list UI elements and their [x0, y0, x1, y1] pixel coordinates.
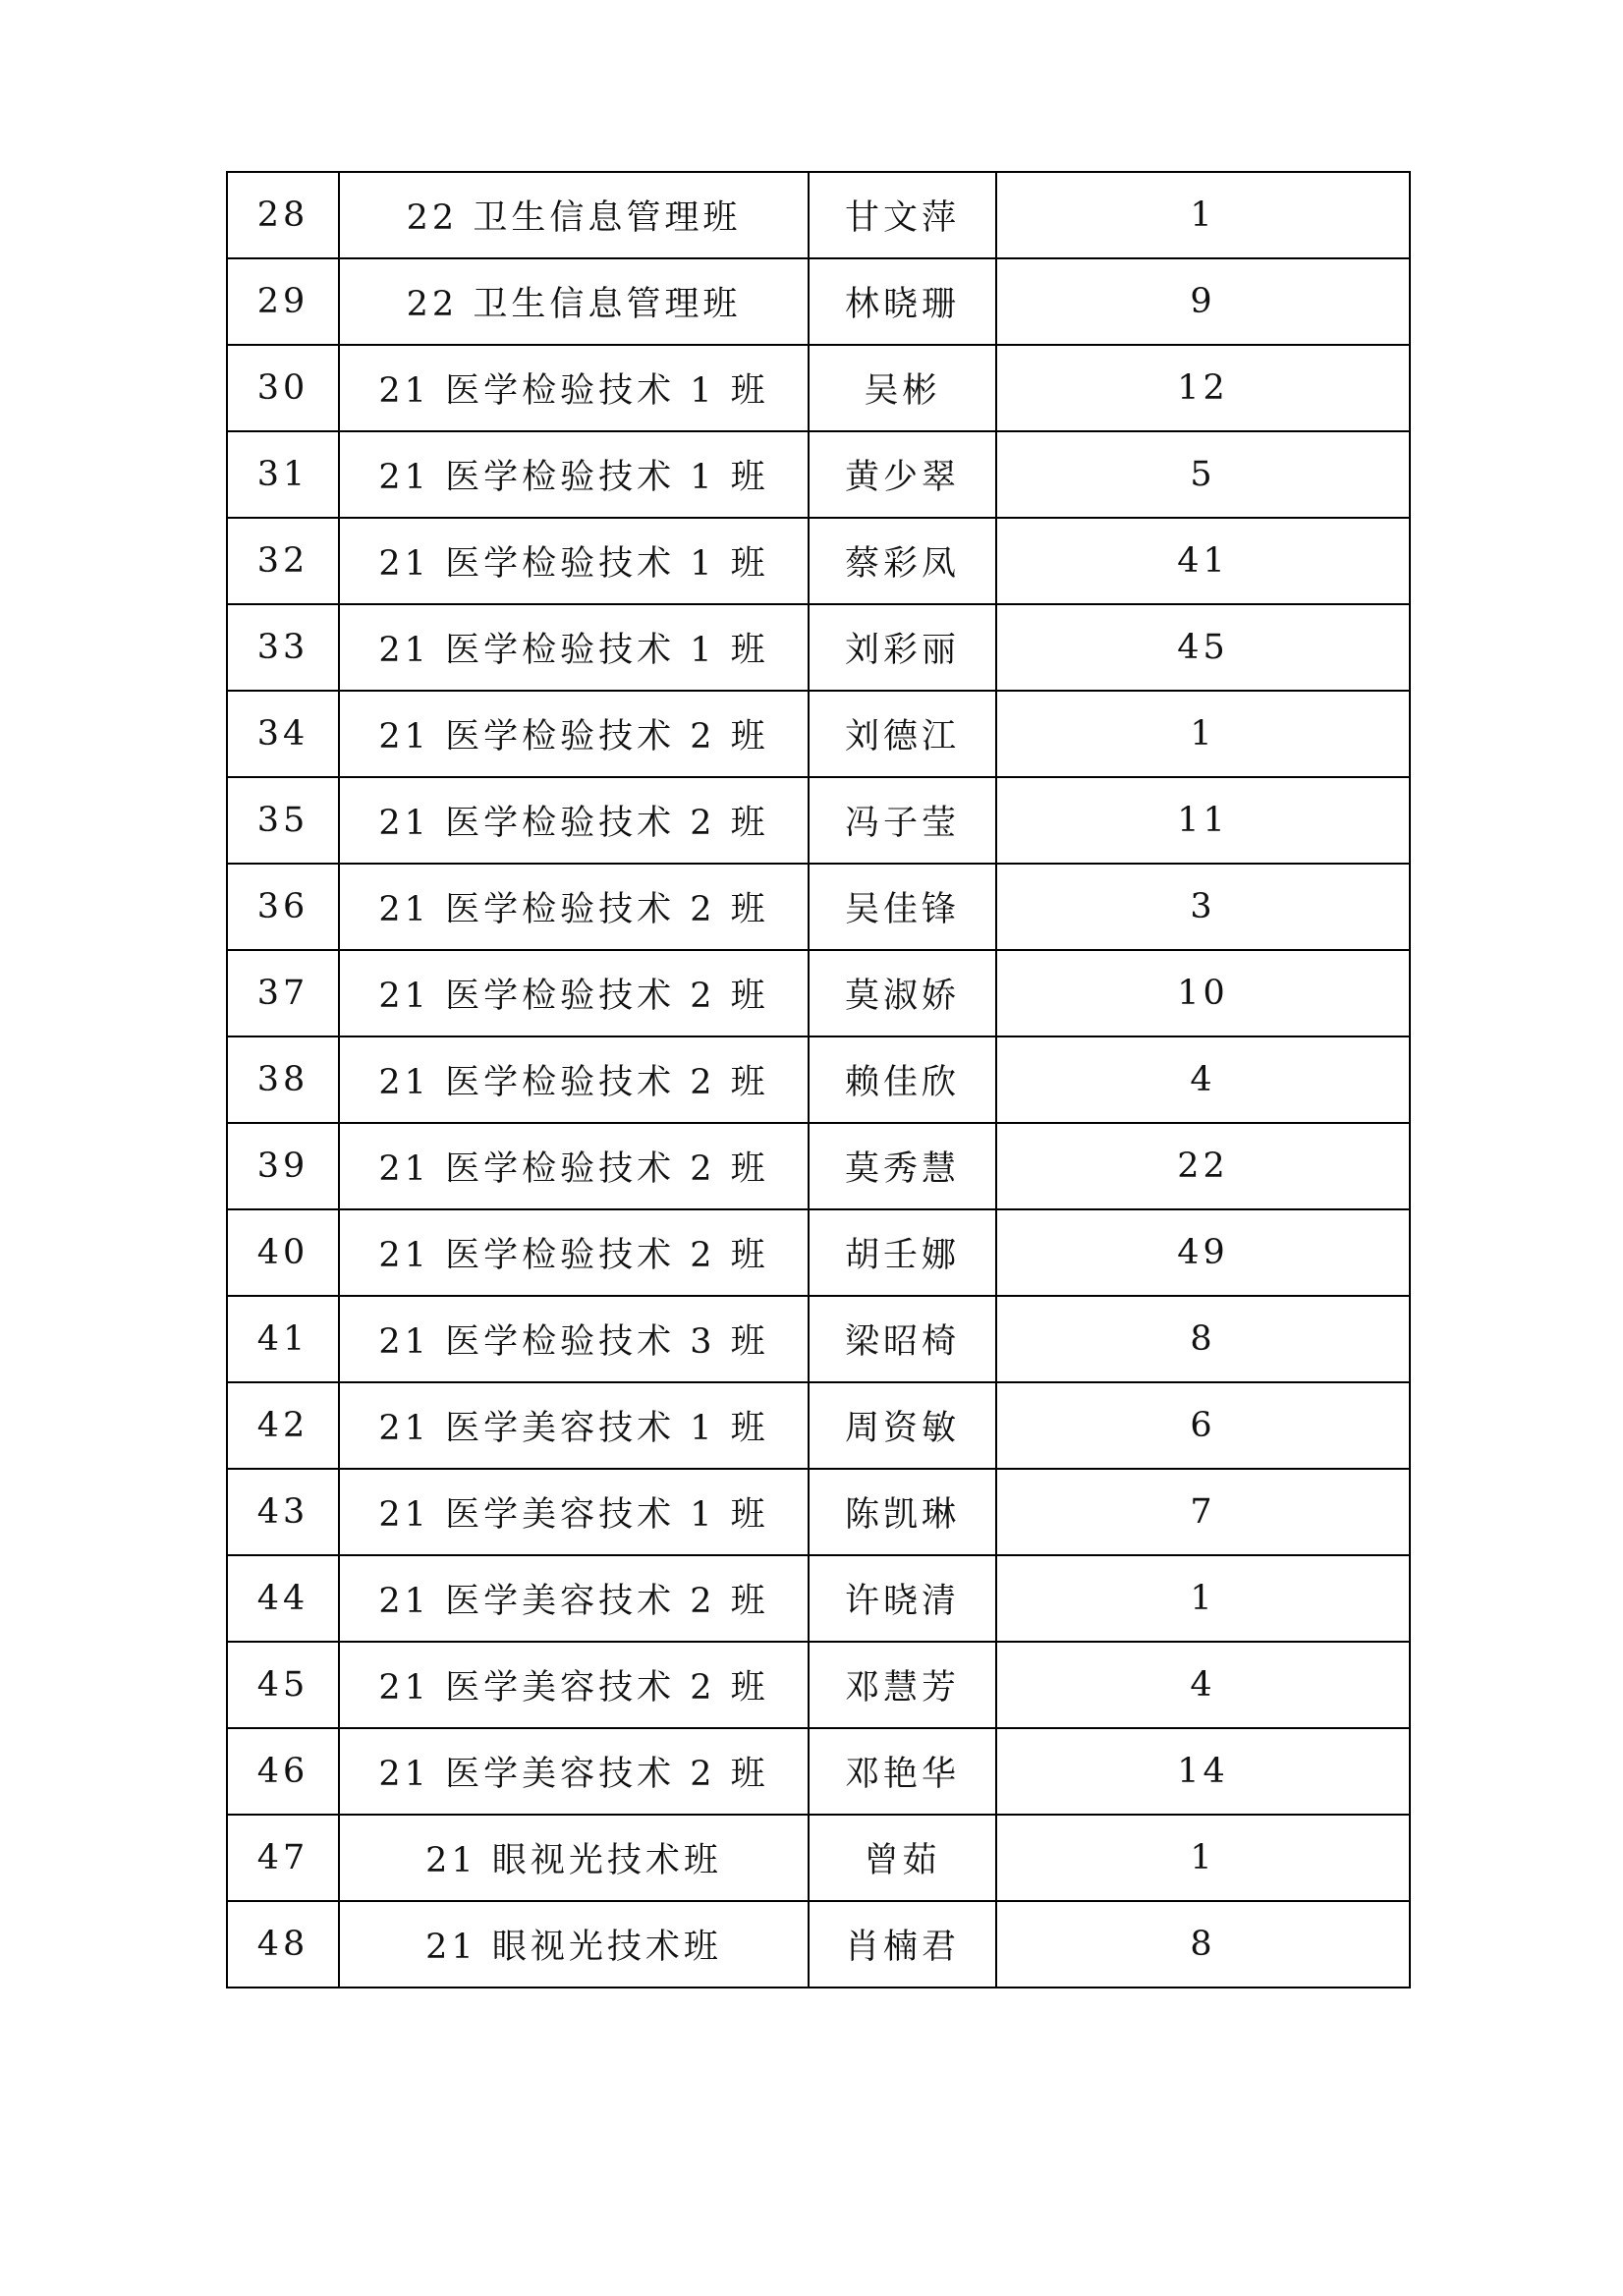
class-name: 21 医学检验技术 2 班	[339, 1036, 809, 1123]
class-name: 21 医学检验技术 1 班	[339, 431, 809, 518]
row-index: 48	[227, 1901, 339, 1988]
table-row	[227, 1123, 1410, 1209]
row-index: 36	[227, 864, 339, 950]
count-value: 8	[996, 1901, 1410, 1988]
count-value: 49	[996, 1209, 1410, 1296]
class-name: 21 医学检验技术 1 班	[339, 345, 809, 431]
class-name: 21 眼视光技术班	[339, 1901, 809, 1988]
student-name: 陈凯琳	[809, 1469, 996, 1555]
row-index: 43	[227, 1469, 339, 1555]
count-value: 22	[996, 1123, 1410, 1209]
row-index: 42	[227, 1382, 339, 1469]
student-name: 邓艳华	[809, 1728, 996, 1815]
row-index: 37	[227, 950, 339, 1036]
row-index: 46	[227, 1728, 339, 1815]
class-name: 21 医学美容技术 2 班	[339, 1555, 809, 1642]
table-row	[227, 1555, 1410, 1642]
table-row	[227, 1296, 1410, 1382]
table-row	[227, 1209, 1410, 1296]
student-name: 曾茹	[809, 1815, 996, 1901]
student-name: 莫淑娇	[809, 950, 996, 1036]
student-name: 林晓珊	[809, 258, 996, 345]
student-name: 赖佳欣	[809, 1036, 996, 1123]
row-index: 31	[227, 431, 339, 518]
row-index: 28	[227, 172, 339, 258]
table-row	[227, 1382, 1410, 1469]
count-value: 1	[996, 172, 1410, 258]
class-name: 21 医学检验技术 2 班	[339, 1209, 809, 1296]
class-name: 21 眼视光技术班	[339, 1815, 809, 1901]
count-value: 6	[996, 1382, 1410, 1469]
table-row	[227, 518, 1410, 604]
count-value: 11	[996, 777, 1410, 864]
count-value: 4	[996, 1642, 1410, 1728]
student-name: 梁昭椅	[809, 1296, 996, 1382]
count-value: 1	[996, 691, 1410, 777]
count-value: 1	[996, 1815, 1410, 1901]
student-name: 周资敏	[809, 1382, 996, 1469]
row-index: 32	[227, 518, 339, 604]
table-row	[227, 777, 1410, 864]
class-name: 21 医学美容技术 2 班	[339, 1642, 809, 1728]
row-index: 34	[227, 691, 339, 777]
class-name: 21 医学检验技术 2 班	[339, 777, 809, 864]
table-row	[227, 864, 1410, 950]
student-name: 刘德江	[809, 691, 996, 777]
row-index: 33	[227, 604, 339, 691]
class-name: 21 医学检验技术 2 班	[339, 950, 809, 1036]
class-name: 22 卫生信息管理班	[339, 172, 809, 258]
class-name: 22 卫生信息管理班	[339, 258, 809, 345]
student-name: 莫秀慧	[809, 1123, 996, 1209]
table-row	[227, 1901, 1410, 1988]
student-name: 刘彩丽	[809, 604, 996, 691]
row-index: 30	[227, 345, 339, 431]
class-name: 21 医学美容技术 1 班	[339, 1469, 809, 1555]
row-index: 29	[227, 258, 339, 345]
student-name: 邓慧芳	[809, 1642, 996, 1728]
table-row	[227, 604, 1410, 691]
count-value: 4	[996, 1036, 1410, 1123]
row-index: 45	[227, 1642, 339, 1728]
row-index: 35	[227, 777, 339, 864]
count-value: 1	[996, 1555, 1410, 1642]
row-index: 38	[227, 1036, 339, 1123]
class-name: 21 医学美容技术 2 班	[339, 1728, 809, 1815]
count-value: 8	[996, 1296, 1410, 1382]
row-index: 40	[227, 1209, 339, 1296]
student-name: 吴彬	[809, 345, 996, 431]
student-name: 许晓清	[809, 1555, 996, 1642]
student-name: 肖楠君	[809, 1901, 996, 1988]
class-name: 21 医学检验技术 1 班	[339, 518, 809, 604]
student-name: 冯子莹	[809, 777, 996, 864]
count-value: 41	[996, 518, 1410, 604]
count-value: 45	[996, 604, 1410, 691]
table-row	[227, 258, 1410, 345]
table-row	[227, 1469, 1410, 1555]
table-row	[227, 1036, 1410, 1123]
table-row	[227, 950, 1410, 1036]
student-name: 甘文萍	[809, 172, 996, 258]
student-name: 胡壬娜	[809, 1209, 996, 1296]
student-name: 黄少翠	[809, 431, 996, 518]
class-name: 21 医学美容技术 1 班	[339, 1382, 809, 1469]
row-index: 39	[227, 1123, 339, 1209]
class-name: 21 医学检验技术 1 班	[339, 604, 809, 691]
row-index: 41	[227, 1296, 339, 1382]
row-index: 47	[227, 1815, 339, 1901]
student-name: 吴佳锋	[809, 864, 996, 950]
class-name: 21 医学检验技术 3 班	[339, 1296, 809, 1382]
table-row	[227, 1642, 1410, 1728]
roster-table	[226, 171, 1411, 1988]
table-row	[227, 431, 1410, 518]
table-row	[227, 1728, 1410, 1815]
count-value: 10	[996, 950, 1410, 1036]
class-name: 21 医学检验技术 2 班	[339, 691, 809, 777]
count-value: 14	[996, 1728, 1410, 1815]
table-row	[227, 172, 1410, 258]
count-value: 5	[996, 431, 1410, 518]
student-name: 蔡彩凤	[809, 518, 996, 604]
count-value: 3	[996, 864, 1410, 950]
row-index: 44	[227, 1555, 339, 1642]
table-row	[227, 691, 1410, 777]
table-row	[227, 1815, 1410, 1901]
count-value: 12	[996, 345, 1410, 431]
class-name: 21 医学检验技术 2 班	[339, 1123, 809, 1209]
table-row	[227, 345, 1410, 431]
count-value: 9	[996, 258, 1410, 345]
class-name: 21 医学检验技术 2 班	[339, 864, 809, 950]
count-value: 7	[996, 1469, 1410, 1555]
